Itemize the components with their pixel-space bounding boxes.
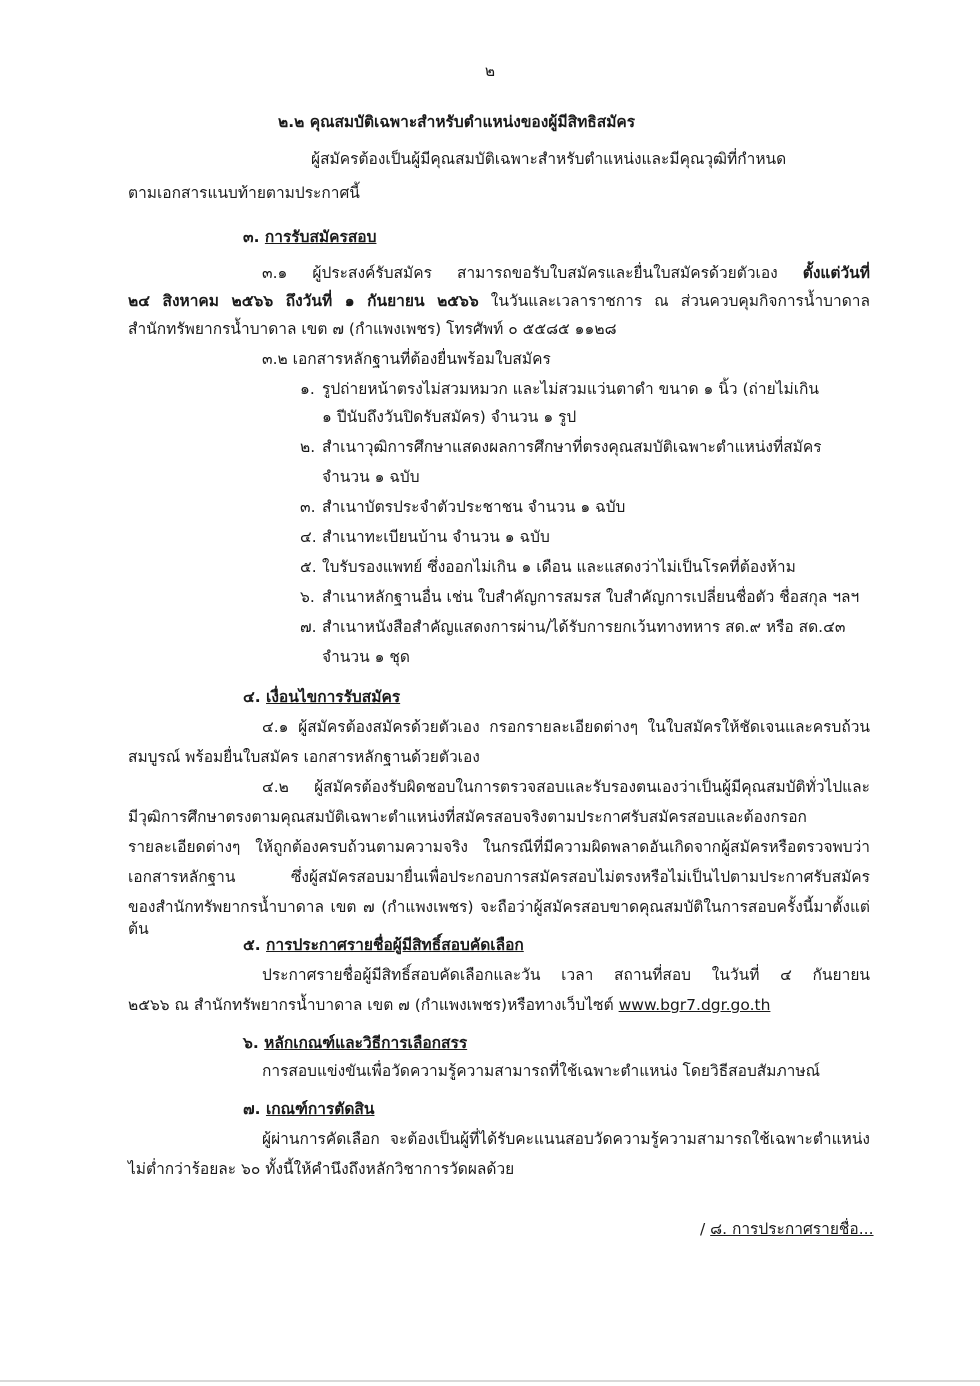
document-item-6-line1: สำเนาหลักฐานอื่น เช่น ใบสำคัญการสมรส ใบสำคัญการเปลี่ยนชื่อตัว ชื่อสกุล ฯลฯ (322, 588, 860, 606)
document-item-3-number: ๓. (300, 498, 316, 516)
section-7-title (243, 1098, 374, 1120)
section-3-1-line3: สำนักทรัพยากรน้ำบาดาล เขต ๗ (กำแพงเพชร) โทรศัพท์ ๐ ๕๕๘๕ ๑๑๒๘ (128, 320, 617, 338)
section-7-line1: ผู้ผ่านการคัดเลือก จะต้องเป็นผู้ที่ได้รับคะแนนสอบวัดความรู้ความสามารถใช้เฉพาะตำแหน่ง (262, 1130, 870, 1148)
document-item-1 (300, 378, 819, 400)
document-item-5 (300, 556, 796, 578)
section-6-title (243, 1032, 467, 1054)
section-4-1-line2: สมบูรณ์ พร้อมยื่นใบสมัคร เอกสารหลักฐานด้วยตัวเอง (128, 748, 480, 766)
section-4-2-line4: เอกสารหลักฐาน ซึ่งผู้สมัครสอบมายื่นเพื่อประกอบการสมัครสอบไม่ตรงหรือไม่เป็นไปตามประกาศรับสมัคร (128, 868, 870, 886)
page-number: ๒ (484, 62, 496, 80)
document-item-2-line1: สำเนาวุฒิการศึกษาแสดงผลการศึกษาที่ตรงคุณสมบัติเฉพาะตำแหน่งที่สมัคร (322, 438, 822, 456)
section-4-2-line1: ๔.๒ ผู้สมัครต้องรับผิดชอบในการตรวจสอบและรับรองตนเองว่าเป็นผู้มีคุณสมบัติทั่วไปและ (262, 778, 870, 796)
section-4-number: ๔. (243, 688, 261, 706)
section-2-2-heading: ๒.๒ คุณสมบัติเฉพาะสำหรับตำแหน่งของผู้มีสิทธิสมัคร (278, 113, 636, 131)
section-7-number: ๗. (243, 1100, 261, 1118)
section-4-2-line3: รายละเอียดต่างๆ ให้ถูกต้องครบถ้วนตามความจริง ในกรณีที่มีความผิดพลาดอันเกิดจากผู้สมัครหรือตรวจพบว่า (128, 838, 870, 856)
document-item-4 (300, 526, 550, 548)
document-item-4-line1: สำเนาทะเบียนบ้าน จำนวน ๑ ฉบับ (322, 528, 550, 546)
section-3-2-heading: ๓.๒ เอกสารหลักฐานที่ต้องยื่นพร้อมใบสมัคร (262, 350, 551, 368)
section-3-1-line2 (128, 290, 870, 312)
section-4-2-line2: มีวุฒิการศึกษาตรงตามคุณสมบัติเฉพาะตำแหน่งที่สมัครสอบจริงตามประกาศรับสมัครสอบและต้องกรอก (128, 808, 807, 826)
section-5-heading: การประกาศรายชื่อผู้มีสิทธิ์สอบคัดเลือก (266, 936, 524, 954)
section-3-1-line1 (262, 262, 870, 284)
document-item-1-number: ๑. (300, 380, 315, 398)
document-item-2-number: ๒. (300, 438, 316, 456)
section-4-2-line5: ของสำนักทรัพยากรน้ำบาดาล เขต ๗ (กำแพงเพชร) จะถือว่าผู้สมัครสอบขาดคุณสมบัติในการสอบครั้งนี้มาตั้งแต่ต้น (128, 898, 870, 938)
document-item-1-line1: รูปถ่ายหน้าตรงไม่สวมหมวก และไม่สวมแว่นตาดำ ขนาด ๑ นิ้ว (ถ่ายไม่เกิน (322, 380, 820, 398)
section-7-heading: เกณฑ์การตัดสิน (265, 1100, 375, 1118)
section-7-line2: ไม่ต่ำกว่าร้อยละ ๖๐ ทั้งนี้ให้คำนึงถึงหลักวิชาการวัดผลด้วย (128, 1160, 515, 1178)
document-item-7 (300, 616, 845, 638)
section-3-1-line2-text: ในวันและเวลาราชการ ณ ส่วนควบคุมกิจการน้ำบาดาล (490, 292, 870, 310)
document-item-3 (300, 496, 625, 518)
document-item-4-number: ๔. (300, 528, 317, 546)
section-5-number: ๕. (243, 936, 261, 954)
document-item-7-line2: จำนวน ๑ ชุด (322, 648, 410, 666)
continuation-prefix: / (700, 1220, 711, 1238)
section-5-line1: ประกาศรายชื่อผู้มีสิทธิ์สอบคัดเลือกและวัน เวลา สถานที่สอบ ในวันที่ ๔ กันยายน (262, 966, 870, 984)
website-link[interactable]: www.bgr7.dgr.go.th (618, 996, 771, 1014)
document-item-7-number: ๗. (300, 618, 317, 636)
document-item-7-line1: สำเนาหนังสือสำคัญแสดงการผ่าน/ได้รับการยกเว้นทางทหาร สด.๙ หรือ สด.๔๓ (322, 618, 846, 636)
section-2-2-line1: ผู้สมัครต้องเป็นผู้มีคุณสมบัติเฉพาะสำหรับตำแหน่งและมีคุณวุฒิที่กำหนด (311, 150, 787, 168)
bottom-border (0, 1380, 980, 1382)
continuation-note (700, 1218, 874, 1240)
section-4-heading: เงื่อนไขการรับสมัคร (266, 688, 401, 706)
document-item-5-line1: ใบรับรองแพทย์ ซึ่งออกไม่เกิน ๑ เดือน และแสดงว่าไม่เป็นโรคที่ต้องห้าม (322, 558, 796, 576)
section-3-number: ๓. (243, 228, 260, 246)
section-6-line1: การสอบแข่งขันเพื่อวัดความรู้ความสามารถที่ใช้เฉพาะตำแหน่ง โดยวิธีสอบสัมภาษณ์ (262, 1062, 820, 1080)
section-5-title (243, 934, 524, 956)
section-3-heading: การรับสมัครสอบ (264, 228, 377, 246)
section-3-1-line1-text: ๓.๑ ผู้ประสงค์รับสมัคร สามารถขอรับใบสมัครและยื่นใบสมัครด้วยตัวเอง (262, 264, 778, 282)
document-item-3-line1: สำเนาบัตรประจำตัวประชาชน จำนวน ๑ ฉบับ (322, 498, 626, 516)
document-item-2 (300, 436, 822, 458)
document-item-2-line2: จำนวน ๑ ฉบับ (322, 468, 420, 486)
document-item-6-number: ๖. (300, 588, 315, 606)
section-4-1-line1: ๔.๑ ผู้สมัครต้องสมัครด้วยตัวเอง กรอกรายละเอียดต่างๆ ในใบสมัครให้ชัดเจนและครบถ้วน (262, 718, 870, 736)
section-5-line2 (128, 994, 770, 1016)
section-2-2-line2: ตามเอกสารแนบท้ายตามประกาศนี้ (128, 184, 360, 202)
section-5-line2-text: ๒๕๖๖ ณ สำนักทรัพยากรน้ำบาดาล เขต ๗ (กำแพงเพชร)หรือทางเว็บไซต์ (128, 996, 614, 1014)
section-4-title (243, 686, 400, 708)
section-3-title (243, 226, 376, 248)
section-6-number: ๖. (243, 1034, 259, 1052)
section-3-1-line1-bold: ตั้งแต่วันที่ (802, 264, 870, 282)
section-3-1-line2-bold: ๒๔ สิงหาคม ๒๕๖๖ ถึงวันที่ ๑ กันยายน ๒๕๖๖ (128, 292, 479, 310)
document-item-6 (300, 586, 859, 608)
document-item-5-number: ๕. (300, 558, 317, 576)
section-6-heading: หลักเกณฑ์และวิธีการเลือกสรร (264, 1034, 468, 1052)
document-item-1-line2: ๑ ปีนับถึงวันปิดรับสมัคร) จำนวน ๑ รูป (322, 408, 577, 426)
continuation-text: ๘. การประกาศรายชื่อ... (710, 1220, 874, 1238)
